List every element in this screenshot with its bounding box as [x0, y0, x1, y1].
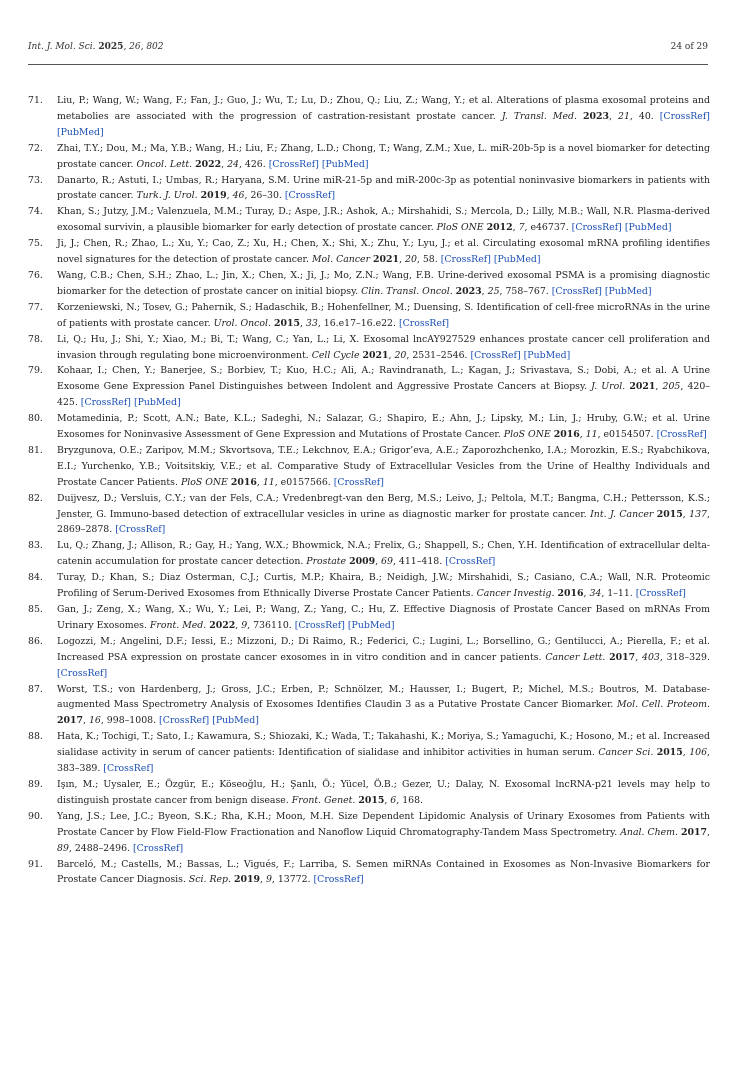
- reference-year: 2023: [582, 110, 609, 122]
- reference-authors-title: Khan, S.; Jutzy, J.M.; Valenzuela, M.M.; Turay, D.; Aspe, J.R.; Ashok, A.; Mirshahidi, S.; Mercola, D.; Lilly, M.B.; Wall, N.R. Plasma-derived exosomal survivin, a plausible biomarker for early detection of prostate cancer.: [57, 206, 710, 234]
- reference-item: [28, 300, 710, 332]
- reference-year: 2015: [358, 794, 385, 806]
- crossref-link[interactable]: [CrossRef]: [284, 190, 336, 202]
- reference-number: 75.: [28, 238, 43, 250]
- reference-number: 79.: [28, 365, 43, 377]
- reference-text: Liu, P.; Wang, W.; Wang, F.; Fan, J.; Guo, J.; Wu, T.; Lu, D.; Zhou, Q.; Liu, Z.; Wang, Y.; et al. Alterations of plasma exosomal proteins and metabolies are associated with the progression of castration-resistant prostate cancer. J. Transl. Med. 2023, 21, 40. [CrossRef] [PubMed]: [57, 95, 710, 138]
- reference-year: 2019: [200, 190, 227, 202]
- reference-year: 2023: [455, 285, 482, 297]
- reference-item: [28, 491, 710, 539]
- reference-volume: 24: [227, 158, 239, 170]
- reference-text: Yang, J.S.; Lee, J.C.; Byeon, S.K.; Rha, K.H.; Moon, M.H. Size Dependent Lipidomic Analysis of Urinary Exosomes from Patients with Prostate Cancer by Flow Field-Flow Fractionation and Nanoflow Liquid Chromatography-Tandem Mass Spectrometry. Anal. Chem. 2017, 89, 2488–2496. [CrossRef]: [57, 810, 710, 854]
- reference-year: 2022: [195, 158, 222, 170]
- reference-item: [28, 93, 710, 141]
- reference-number: 87.: [28, 683, 43, 695]
- reference-pages: , 736110.: [247, 619, 292, 631]
- reference-pages: , 758–767.: [499, 285, 549, 297]
- reference-journal: Oncol. Lett.: [136, 158, 193, 170]
- reference-year: 2022: [209, 619, 236, 631]
- crossref-link[interactable]: [CrossRef]: [470, 349, 521, 361]
- reference-number: 71.: [28, 95, 43, 106]
- reference-journal: Cell Cycle: [311, 349, 360, 361]
- reference-pages: , e0157566.: [274, 476, 331, 488]
- reference-journal: PloS ONE: [503, 429, 551, 441]
- pubmed-link[interactable]: [PubMed]: [347, 619, 395, 631]
- reference-number: 81.: [28, 444, 43, 456]
- reference-journal: PloS ONE: [180, 476, 228, 488]
- pubmed-link[interactable]: [PubMed]: [212, 715, 259, 727]
- reference-pages: , 2531–2546.: [406, 349, 468, 361]
- reference-authors-title: Ji, J.; Chen, R.; Zhao, L.; Xu, Y.; Cao, Z.; Xu, H.; Chen, X.; Shi, X.; Zhu, Y.; Lyu, J.; et al. Circulating exosomal mRNA profiling identifies novel signatures for the detection of prostate cancer.: [57, 238, 710, 266]
- reference-volume: 21: [618, 110, 630, 122]
- pubmed-link[interactable]: [PubMed]: [493, 254, 541, 266]
- reference-text: Li, Q.; Hu, J.; Shi, Y.; Xiao, M.; Bi, T.; Wang, C.; Yan, L.; Li, X. Exosomal lncAY927529 enhances prostate cancer cell proliferation and invasion through regulating bone microenvironment. Cell Cycle 2021, 20, 2531–2546. [CrossRef] [PubMed]: [57, 333, 710, 361]
- reference-volume: 46: [232, 190, 245, 202]
- reference-text: Danarto, R.; Astuti, I.; Umbas, R.; Haryana, S.M. Urine miR-21-5p and miR-200c-3p as potential noninvasive biomarkers in patients with prostate cancer. Turk. J. Urol. 2019, 46, 26–30. [CrossRef]: [57, 174, 710, 202]
- reference-text: Logozzi, M.; Angelini, D.F.; Iessi, E.; Mizzoni, D.; Di Raimo, R.; Federici, C.; Lugini, L.; Borsellino, G.; Gentilucci, A.; Pierella, F.; et al. Increased PSA expression on prostate cancer exosomes in in vitro condition and in cancer patients. Cancer Lett. 2017, 403, 318–329. [CrossRef]: [57, 635, 710, 679]
- reference-text: Kohaar, I.; Chen, Y.; Banerjee, S.; Borbiev, T.; Kuo, H.C.; Ali, A.; Ravindranath, L.; Kagan, J.; Srivastava, S.; Dobi, A.; et al. A Urine Exosome Gene Expression Panel Distinguishes between Indolent and Aggressive Prostate Cancers at Biopsy. J. Urol. 2021, 205, 420–425. [CrossRef] [PubMed]: [57, 365, 710, 409]
- reference-year: 2016: [553, 429, 580, 441]
- reference-text: Lu, Q.; Zhang, J.; Allison, R.; Gay, H.; Yang, W.X.; Bhowmick, N.A.; Frelix, G.; Shappell, S.; Chen, Y.H. Identification of extracellular delta-catenin accumulation for prostate cancer detection. Prostate 2009, 69, 411–418. [CrossRef]: [57, 540, 710, 568]
- reference-volume: 6: [390, 794, 397, 806]
- reference-number: 83.: [28, 540, 43, 552]
- crossref-link[interactable]: [CrossRef]: [133, 842, 184, 854]
- crossref-link[interactable]: [CrossRef]: [440, 254, 491, 266]
- reference-pages: , 2869–2878.: [57, 508, 710, 536]
- reference-journal: Turk. J. Urol.: [136, 190, 198, 202]
- reference-item: [28, 204, 710, 236]
- reference-authors-title: Motamedinia, P.; Scott, A.N.; Bate, K.L.; Sadeghi, N.; Salazar, G.; Shapiro, E.; Ahn, J.; Lipsky, M.; Lin, J.; Hruby, G.W.; et al. Urine Exosomes for Noninvasive Assessment of Gene Expression and Mutations of Prostate Cancer.: [57, 413, 710, 441]
- reference-authors-title: Hata, K.; Tochigi, T.; Sato, I.; Kawamura, S.; Shiozaki, K.; Wada, T.; Takahashi, K.; Moriya, S.; Yamaguchi, K.; Hosono, M.; et al. Increased sialidase activity in serum of cancer patients: Identification of sialidase and inhibitor activities in human serum.: [57, 731, 710, 759]
- reference-volume: 25: [487, 285, 500, 297]
- reference-authors-title: Li, Q.; Hu, J.; Shi, Y.; Xiao, M.; Bi, T.; Wang, C.; Yan, L.; Li, X. Exosomal lncAY927529 enhances prostate cancer cell proliferation and invasion through regulating bone microenvironment.: [57, 333, 710, 361]
- reference-number: 82.: [28, 492, 43, 504]
- reference-number: 76.: [28, 269, 43, 281]
- crossref-link[interactable]: [CrossRef]: [571, 222, 622, 234]
- reference-number: 73.: [28, 174, 43, 186]
- reference-item: [28, 236, 710, 268]
- crossref-link[interactable]: [CrossRef]: [445, 556, 496, 568]
- reference-volume: 9: [265, 874, 272, 886]
- reference-pages: , 168.: [396, 794, 423, 806]
- reference-pages: , 2488–2496.: [68, 842, 131, 854]
- reference-volume: 7: [518, 222, 525, 234]
- reference-text: Wang, C.B.; Chen, S.H.; Zhao, L.; Jin, X.; Chen, X.; Ji, J.; Mo, Z.N.; Wang, F.B. Urine-derived exosomal PSMA is a promising diagnostic biomarker for the detection of prostate cancer on initial biopsy. Clin. Transl. Oncol. 2023, 25, 758–767. [CrossRef] [PubMed]: [57, 269, 710, 297]
- reference-text: Duijvesz, D.; Versluis, C.Y.; van der Fels, C.A.; Vredenbregt-van den Berg, M.S.; Leivo, J.; Peltola, M.T.; Bangma, C.H.; Pettersson, K.S.; Jenster, G. Immuno-based detection of extracellular vesicles in urine as diagnostic marker for prostate cancer. Int. J. Cancer 2015, 137, 2869–2878. [CrossRef]: [57, 492, 710, 536]
- reference-item: [28, 443, 710, 491]
- reference-pages: , 58.: [416, 254, 438, 266]
- reference-journal: Mol. Cancer: [311, 254, 371, 266]
- crossref-link[interactable]: [CrossRef]: [159, 715, 210, 727]
- reference-item: [28, 602, 710, 634]
- reference-pages: , 383–389.: [57, 747, 711, 775]
- reference-journal: Front. Med.: [149, 619, 207, 631]
- reference-year: 2019: [233, 874, 260, 886]
- reference-number: 88.: [28, 731, 43, 743]
- pubmed-link[interactable]: [PubMed]: [624, 222, 672, 234]
- reference-pages: , 998–1008.: [100, 715, 157, 727]
- reference-authors-title: Duijvesz, D.; Versluis, C.Y.; van der Fels, C.A.; Vredenbregt-van den Berg, M.S.; Leivo, J.; Peltola, M.T.; Bangma, C.H.; Pettersson, K.S.; Jenster, G. Immuno-based detection of extracellular vesicles in urine as diagnostic marker for prostate cancer.: [57, 492, 710, 520]
- reference-authors-title: Lu, Q.; Zhang, J.; Allison, R.; Gay, H.; Yang, W.X.; Bhowmick, N.A.; Frelix, G.; Shappell, S.; Chen, Y.H. Identification of extracellular delta-catenin accumulation for prostate cancer detection.: [57, 540, 710, 568]
- reference-year: 2021: [362, 349, 389, 361]
- reference-authors-title: Liu, P.; Wang, W.; Wang, F.; Fan, J.; Guo, J.; Wu, T.; Lu, D.; Zhou, Q.; Liu, Z.; Wang, Y.; et al. Alterations of plasma exosomal proteins and metabolies are associated with the progression of castration-resistant prostate cancer.: [57, 95, 710, 122]
- reference-year: 2021: [373, 254, 400, 266]
- reference-volume: 403: [642, 651, 660, 663]
- reference-text: Turay, D.; Khan, S.; Diaz Osterman, C.J.; Curtis, M.P.; Khaira, B.; Neidigh, J.W.; Mirshahidi, S.; Casiano, C.A.; Wall, N.R. Proteomic Profiling of Serum-Derived Exosomes from Ethnically Diverse Prostate Cancer Patients. Cancer Investig. 2016, 34, 1–11. [CrossRef]: [57, 572, 710, 600]
- reference-number: 85.: [28, 604, 43, 615]
- reference-year: 2016: [230, 476, 257, 488]
- reference-pages: , 13772.: [271, 874, 311, 886]
- reference-volume: 34: [589, 588, 602, 600]
- crossref-link[interactable]: [CrossRef]: [398, 317, 450, 329]
- reference-number: 84.: [28, 572, 43, 584]
- reference-journal: Prostate: [306, 556, 347, 568]
- reference-journal: Clin. Transl. Oncol.: [361, 285, 453, 297]
- reference-pages: , e46737.: [524, 222, 569, 234]
- reference-journal: Mol. Cell. Proteom.: [616, 699, 710, 711]
- reference-text: Hata, K.; Tochigi, T.; Sato, I.; Kawamura, S.; Shiozaki, K.; Wada, T.; Takahashi, K.; Moriya, S.; Yamaguchi, K.; Hosono, M.; et al. Increased sialidase activity in serum of cancer patients: Identification of sialidase and inhibitor activities in human serum. Cancer Sci. 2015, 106, 383–389. [CrossRef]: [57, 731, 711, 775]
- reference-text: Worst, T.S.; von Hardenberg, J.; Gross, J.C.; Erben, P.; Schnölzer, M.; Hausser, I.; Bugert, P.; Michel, M.S.; Boutros, M. Database-augmented Mass Spectrometry Analysis of Exosomes Identifies Claudin 3 as a Putative Prostate Cancer Biomarker. Mol. Cell. Proteom. 2017, 16, 998–1008. [CrossRef] [PubMed]: [57, 683, 710, 727]
- reference-year: 2017: [609, 651, 636, 663]
- reference-year: 2017: [680, 826, 707, 838]
- journal-volume: , 26, 802: [123, 42, 164, 52]
- reference-volume: 33: [305, 317, 318, 329]
- reference-authors-title: Bryzgunova, O.E.; Zaripov, M.M.; Skvortsova, T.E.; Lekchnov, E.A.; Grigor’eva, A.E.; Zaporozhchenko, I.A.; Morozkin, E.S.; Ryabchikova, E.I.; Yurchenko, Y.B.; Voitsitskiy, V.E.; et al. Comparative Study of Extracellular Vesicles from the Urine of Healthy Individuals and Prostate Cancer Patients.: [57, 444, 710, 488]
- reference-text: Barceló, M.; Castells, M.; Bassas, L.; Vigués, F.; Larriba, S. Semen miRNAs Contained in Exosomes as Non-Invasive Biomarkers for Prostate Cancer Diagnosis. Sci. Rep. 2019, 9, 13772. [CrossRef]: [57, 858, 710, 886]
- crossref-link[interactable]: [CrossRef]: [635, 588, 686, 600]
- reference-volume: 205: [662, 381, 681, 393]
- crossref-link[interactable]: [CrossRef]: [313, 874, 364, 886]
- reference-number: 78.: [28, 333, 43, 345]
- reference-authors-title: Danarto, R.; Astuti, I.; Umbas, R.; Haryana, S.M. Urine miR-21-5p and miR-200c-3p as potential noninvasive biomarkers in patients with prostate cancer.: [57, 174, 710, 202]
- reference-authors-title: Kohaar, I.; Chen, Y.; Banerjee, S.; Borbiev, T.; Kuo, H.C.; Ali, A.; Ravindranath, L.; Kagan, J.; Srivastava, S.; Dobi, A.; et al. A Urine Exosome Gene Expression Panel Distinguishes between Indolent and Aggressive Prostate Cancers at Biopsy.: [57, 365, 710, 393]
- reference-authors-title: Işın, M.; Uysaler, E.; Özgür, E.; Köseoğlu, H.; Şanlı, Ö.; Yücel, Ö.B.; Gezer, U.; Dalay, N. Exosomal lncRNA-p21 levels may help to distinguish prostate cancer from benign disease.: [57, 778, 710, 806]
- reference-pages: , 411–418.: [392, 556, 443, 568]
- reference-pages: , 16.e17–16.e22.: [317, 317, 396, 329]
- crossref-link[interactable]: [CrossRef]: [333, 476, 384, 488]
- crossref-link[interactable]: [CrossRef]: [659, 110, 710, 122]
- reference-item: [28, 268, 710, 300]
- reference-item: [28, 411, 710, 443]
- reference-year: 2015: [273, 317, 300, 329]
- reference-authors-title: Barceló, M.; Castells, M.; Bassas, L.; Vigués, F.; Larriba, S. Semen miRNAs Contained in Exosomes as Non-Invasive Biomarkers for Prostate Cancer Diagnosis.: [57, 858, 710, 886]
- reference-number: 86.: [28, 635, 43, 647]
- reference-item: [28, 570, 710, 602]
- reference-pages: , e0154507.: [597, 429, 654, 441]
- reference-year: 2012: [486, 222, 513, 234]
- reference-volume: 20: [394, 349, 407, 361]
- reference-text: Gan, J.; Zeng, X.; Wang, X.; Wu, Y.; Lei, P.; Wang, Z.; Yang, C.; Hu, Z. Effective Diagnosis of Prostate Cancer Based on mRNAs From Urinary Exosomes. Front. Med. 2022, 9, 736110. [CrossRef] [PubMed]: [57, 604, 710, 631]
- reference-item: [28, 857, 710, 889]
- reference-pages: , 420–425.: [57, 381, 710, 409]
- reference-pages: , 1–11.: [601, 588, 633, 600]
- pubmed-link[interactable]: [PubMed]: [321, 158, 369, 170]
- reference-authors-title: Logozzi, M.; Angelini, D.F.; Iessi, E.; Mizzoni, D.; Di Raimo, R.; Federici, C.; Lugini, L.; Borsellino, G.; Gentilucci, A.; Pierella, F.; et al. Increased PSA expression on prostate cancer exosomes in in vitro condition and in cancer patients.: [57, 635, 710, 663]
- reference-item: [28, 809, 710, 857]
- reference-year: 2017: [57, 715, 84, 727]
- reference-year: 2021: [629, 381, 656, 393]
- crossref-link[interactable]: [CrossRef]: [103, 763, 154, 775]
- crossref-link[interactable]: [CrossRef]: [57, 667, 108, 679]
- reference-journal: Anal. Chem.: [620, 826, 678, 838]
- reference-volume: 11: [262, 476, 275, 488]
- reference-authors-title: Worst, T.S.; von Hardenberg, J.; Gross, J.C.; Erben, P.; Schnölzer, M.; Hausser, I.; Bugert, P.; Michel, M.S.; Boutros, M. Database-augmented Mass Spectrometry Analysis of Exosomes Identifies Claudin 3 as a Putative Prostate Cancer Biomarker.: [57, 683, 710, 711]
- reference-volume: 20: [405, 254, 417, 266]
- reference-item: [28, 332, 710, 364]
- reference-authors-title: Korzeniewski, N.; Tosev, G.; Pahernik, S.; Hadaschik, B.; Hohenfellner, M.; Duensing, S. Identification of cell-free microRNAs in the urine of patients with prostate cancer.: [57, 301, 710, 329]
- reference-number: 74.: [28, 206, 43, 218]
- reference-authors-title: Gan, J.; Zeng, X.; Wang, X.; Wu, Y.; Lei, P.; Wang, Z.; Yang, C.; Hu, Z. Effective Diagnosis of Prostate Cancer Based on mRNAs From Urinary Exosomes.: [57, 604, 710, 631]
- reference-text: Khan, S.; Jutzy, J.M.; Valenzuela, M.M.; Turay, D.; Aspe, J.R.; Ashok, A.; Mirshahidi, S.; Mercola, D.; Lilly, M.B.; Wall, N.R. Plasma-derived exosomal survivin, a plausible biomarker for early detection of prostate cancer. PloS ONE 2012, 7, e46737. [CrossRef] [PubMed]: [57, 206, 710, 234]
- reference-text: Bryzgunova, O.E.; Zaripov, M.M.; Skvortsova, T.E.; Lekchnov, E.A.; Grigor’eva, A.E.; Zaporozhchenko, I.A.; Morozkin, E.S.; Ryabchikova, E.I.; Yurchenko, Y.B.; Voitsitskiy, V.E.; et al. Comparative Study of Extracellular Vesicles from the Urine of Healthy Individuals and Prostate Cancer Patients. PloS ONE 2016, 11, e0157566. [CrossRef]: [57, 444, 710, 488]
- page-header: [28, 42, 708, 52]
- reference-pages: , 426.: [238, 158, 266, 170]
- pubmed-link[interactable]: [PubMed]: [57, 126, 104, 138]
- reference-journal: Sci. Rep.: [188, 874, 231, 886]
- journal-year: 2025: [98, 42, 124, 52]
- crossref-link[interactable]: [CrossRef]: [656, 429, 707, 441]
- reference-year: 2015: [656, 508, 683, 520]
- crossref-link[interactable]: [CrossRef]: [268, 158, 319, 170]
- reference-authors-title: Wang, C.B.; Chen, S.H.; Zhao, L.; Jin, X.; Chen, X.; Ji, J.; Mo, Z.N.; Wang, F.B. Urine-derived exosomal PSMA is a promising diagnostic biomarker for the detection of prostate cancer on initial biopsy.: [57, 269, 710, 297]
- reference-text: Ji, J.; Chen, R.; Zhao, L.; Xu, Y.; Cao, Z.; Xu, H.; Chen, X.; Shi, X.; Zhu, Y.; Lyu, J.; et al. Circulating exosomal mRNA profiling identifies novel signatures for the detection of prostate cancer. Mol. Cancer 2021, 20, 58. [CrossRef] [PubMed]: [57, 238, 710, 266]
- reference-volume: 89: [57, 842, 69, 854]
- reference-number: 80.: [28, 413, 43, 425]
- reference-pages: , 40.: [629, 110, 654, 122]
- reference-number: 89.: [28, 778, 43, 790]
- page-number: 24 of 29: [670, 42, 708, 52]
- reference-number: 91.: [28, 858, 43, 870]
- pubmed-link[interactable]: [PubMed]: [523, 349, 571, 361]
- reference-item: [28, 141, 710, 173]
- header-rule: [28, 64, 708, 65]
- reference-authors-title: Zhai, T.Y.; Dou, M.; Ma, Y.B.; Wang, H.; Liu, F.; Zhang, L.D.; Chong, T.; Wang, Z.M.; Xue, L. miR-20b-5p is a novel biomarker for detecting prostate cancer.: [57, 142, 710, 170]
- reference-item: [28, 634, 710, 682]
- reference-volume: 11: [585, 429, 598, 441]
- reference-authors-title: Yang, J.S.; Lee, J.C.; Byeon, S.K.; Rha, K.H.; Moon, M.H. Size Dependent Lipidomic Analysis of Urinary Exosomes from Patients with Prostate Cancer by Flow Field-Flow Fractionation and Nanoflow Liquid Chromatography-Tandem Mass Spectrometry.: [57, 810, 710, 838]
- reference-item: [28, 777, 710, 809]
- pubmed-link[interactable]: [PubMed]: [133, 397, 181, 409]
- reference-year: 2016: [557, 588, 584, 600]
- reference-volume: 137: [689, 508, 707, 520]
- reference-list: [28, 93, 710, 888]
- reference-year: 2015: [656, 747, 683, 759]
- reference-item: [28, 363, 710, 411]
- reference-journal: J. Transl. Med.: [501, 110, 577, 122]
- reference-text: Motamedinia, P.; Scott, A.N.; Bate, K.L.; Sadeghi, N.; Salazar, G.; Shapiro, E.; Ahn, J.; Lipsky, M.; Lin, J.; Hruby, G.W.; et al. Urine Exosomes for Noninvasive Assessment of Gene Expression and Mutations of Prostate Cancer. PloS ONE 2016, 11, e0154507. [CrossRef]: [57, 413, 710, 441]
- reference-pages: , 318–329.: [659, 651, 710, 663]
- reference-item: [28, 729, 710, 777]
- reference-number: 72.: [28, 142, 43, 154]
- reference-volume: 106: [689, 747, 708, 759]
- reference-journal: Cancer Lett.: [545, 651, 606, 663]
- reference-text: Korzeniewski, N.; Tosev, G.; Pahernik, S.; Hadaschik, B.; Hohenfellner, M.; Duensing, S. Identification of cell-free microRNAs in the urine of patients with prostate cancer. Urol. Oncol. 2015, 33, 16.e17–16.e22. [CrossRef]: [57, 301, 710, 329]
- reference-journal: PloS ONE: [436, 222, 484, 234]
- crossref-link[interactable]: [CrossRef]: [551, 285, 602, 297]
- running-head: [28, 42, 164, 52]
- crossref-link[interactable]: [CrossRef]: [115, 524, 166, 536]
- reference-number: 90.: [28, 810, 43, 822]
- reference-journal: Cancer Investig.: [476, 588, 555, 600]
- reference-item: [28, 173, 710, 205]
- reference-journal: J. Urol.: [591, 381, 626, 393]
- reference-item: [28, 682, 710, 730]
- crossref-link[interactable]: [CrossRef]: [80, 397, 131, 409]
- reference-text: Zhai, T.Y.; Dou, M.; Ma, Y.B.; Wang, H.; Liu, F.; Zhang, L.D.; Chong, T.; Wang, Z.M.; Xue, L. miR-20b-5p is a novel biomarker for detecting prostate cancer. Oncol. Lett. 2022, 24, 426. [CrossRef] [PubMed]: [57, 142, 710, 170]
- reference-journal: Front. Genet.: [291, 794, 356, 806]
- reference-journal: Urol. Oncol.: [213, 317, 271, 329]
- reference-authors-title: Turay, D.; Khan, S.; Diaz Osterman, C.J.; Curtis, M.P.; Khaira, B.; Neidigh, J.W.; Mirshahidi, S.; Casiano, C.A.; Wall, N.R. Proteomic Profiling of Serum-Derived Exosomes from Ethnically Diverse Prostate Cancer Patients.: [57, 572, 710, 600]
- reference-number: 77.: [28, 301, 43, 313]
- reference-text: Işın, M.; Uysaler, E.; Özgür, E.; Köseoğlu, H.; Şanlı, Ö.; Yücel, Ö.B.; Gezer, U.; Dalay, N. Exosomal lncRNA-p21 levels may help to distinguish prostate cancer from benign disease. Front. Genet. 2015, 6, 168.: [57, 778, 710, 806]
- reference-journal: Int. J. Cancer: [590, 508, 654, 520]
- reference-year: 2009: [349, 556, 376, 568]
- journal-name: Int. J. Mol. Sci.: [28, 42, 96, 52]
- reference-item: [28, 538, 710, 570]
- reference-journal: Cancer Sci.: [598, 747, 654, 759]
- pubmed-link[interactable]: [PubMed]: [604, 285, 652, 297]
- reference-volume: 69: [381, 556, 393, 568]
- reference-volume: 9: [241, 619, 248, 631]
- reference-volume: 16: [88, 715, 101, 727]
- crossref-link[interactable]: [CrossRef]: [294, 619, 345, 631]
- reference-pages: , 26–30.: [244, 190, 282, 202]
